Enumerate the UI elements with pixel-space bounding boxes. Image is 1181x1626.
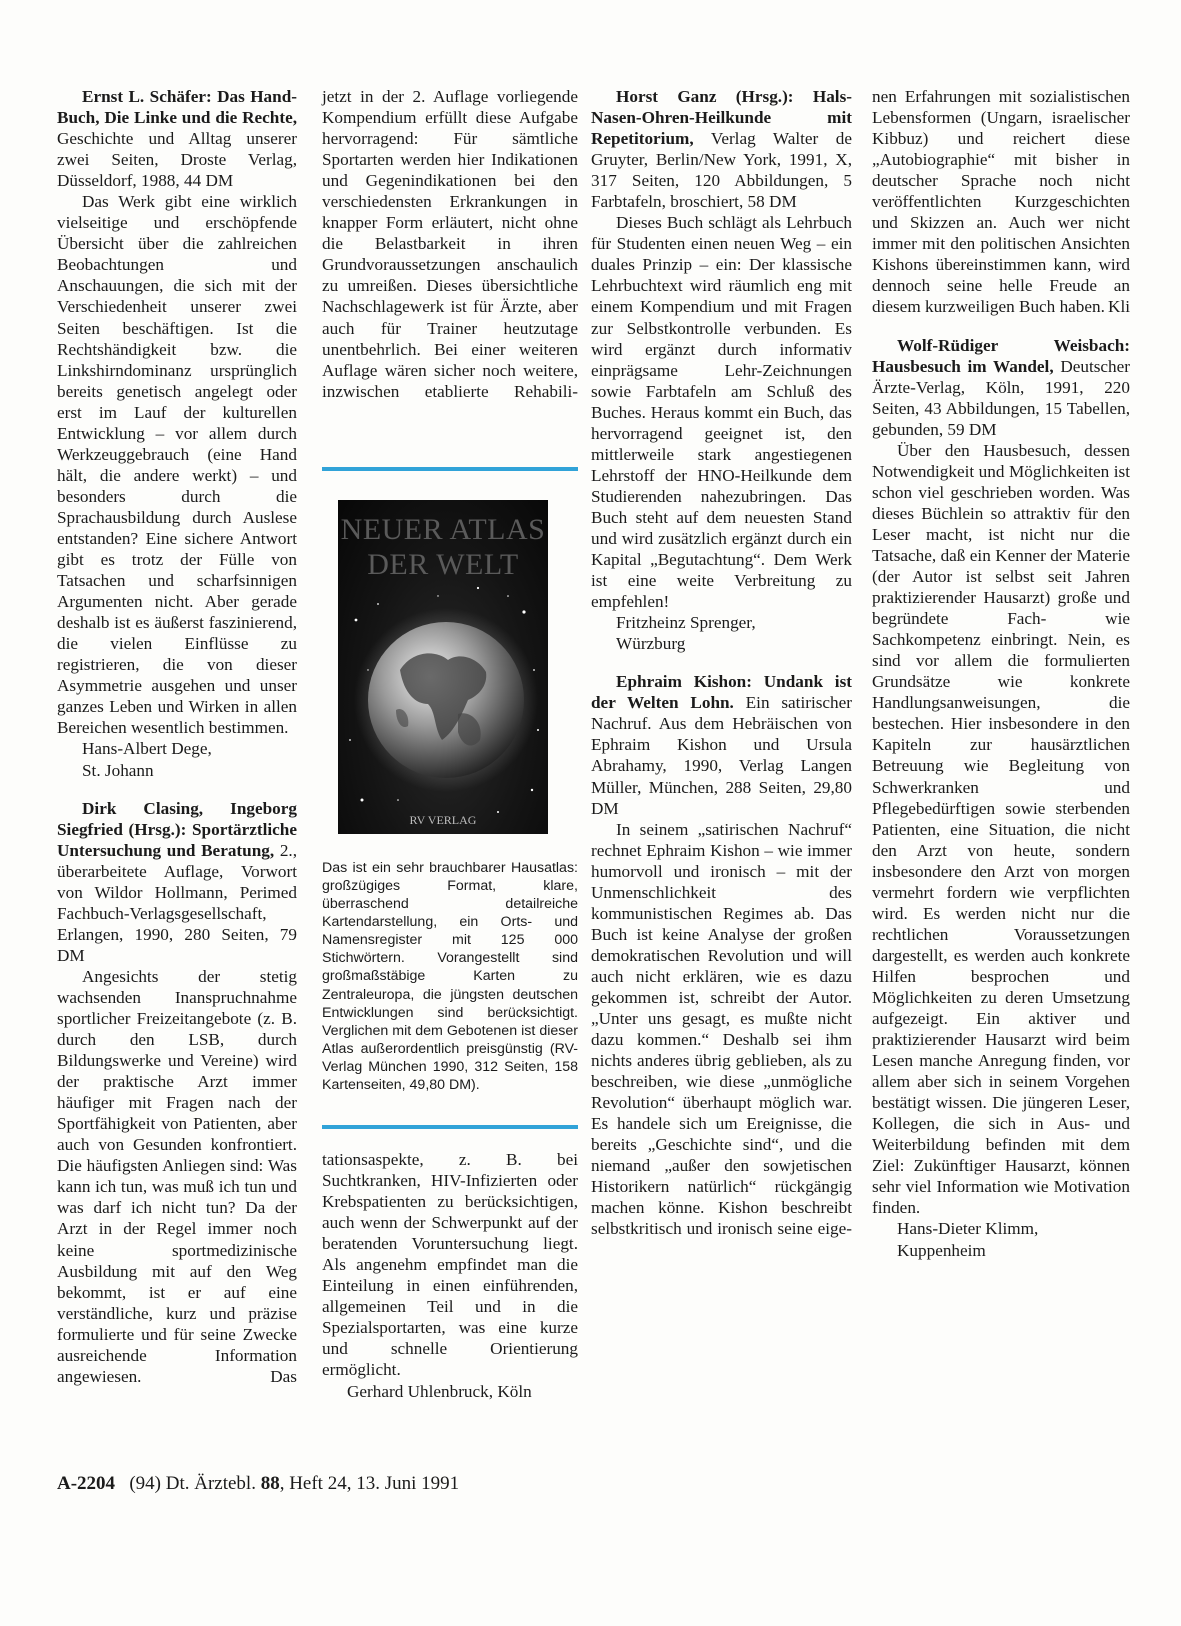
column-2-bottom (322, 1149, 578, 1402)
review-body: Das Werk gibt eine wirklich vielseitige und erschöpfende Übersicht über die zahlreichen Beobachtungen und Anschauungen, die sich mit der Verschiedenheit unserer zwei Seiten beschäftigen. Ist die Rechtshändigkeit bzw. die Linkshirndominanz ursprünglich bereits genetisch angelegt oder erst im Lauf der kulturellen Entwicklung – vor allem durch Werkzeuggebrauch (eine Hand hält, die andere werkt) – und besonders durch die Sprachausbildung durch Auslese entstanden? Eine sichere Antwort gibt es trotz der Fülle von Tatsachen und scharfsinnigen Argumenten nicht. Aber gerade deshalb ist es äußerst faszinierend, die vielen Einflüsse zu registrieren, die von dieser Asymmetrie ausgehen und unser ganzes Leben und Wirken in allen Bereichen wesentlich bestimmen. (57, 192, 297, 738)
book-caption: Das ist ein sehr brauchbarer Hausatlas: großzügiges Format, klare, überraschend detailreiche Kartendarstellung, ein Orts- und Namensregister mit 125 000 Stichwörtern. Vorangestellt sind großmaßstäbige Karten zu Zentraleuropa, die jüngsten deutschen Entwicklungen sind berücksichtigt. Verglichen mit dem Gebotenen ist dieser Atlas außerordentlich preisgünstig (RV-Verlag München 1990, 312 Seiten, 158 Kartenseiten, 49,80 DM). (322, 860, 578, 1093)
review-body: Über den Hausbesuch, dessen Notwendigkeit und Möglichkeiten ist schon viel geschrieben worden. Was dieses Büchlein so attraktiv für den Leser macht, ist nicht nur die Tatsache, daß ein Kenner der Materie (der Autor ist selbst seit Jahren praktizierender Hausarzt) große und begründete Fach- wie Sachkompetenz einbringt. Nein, es sind vor allem die formulierten Grundsätze wie konkrete Handlungsanweisungen, die bestechen. Hier insbesondere in den Kapiteln zur hausärztlichen Betreuung wie Begleitung von Schwerkranken und Pflegebedürftigen sowie sterbenden Patienten, eine Situation, die nicht den Arzt von heute, sondern insbesondere den Arzt von morgen vermehrt fordern wie verpflichten wird. Es werden nicht nur die rechtlichen Voraussetzungen dargestellt, es werden auch konkrete Hilfen besprochen und Möglichkeiten zu deren Umsetzung aufgezeigt. Ein aktiver und praktizierender Hausarzt wird beim Lesen manche Anregung finden, vor allem aber sich in seinem Vorgehen bestätigt wissen. Die jüngeren Leser, Kollegen, die sich in Aus- und Weiterbildung befinden mit dem Ziel: Zukünftiger Hausarzt, können sehr viel Information wie Motivation finden. (872, 440, 1130, 1218)
review-body: In seinem „satirischen Nachruf“ rechnet Ephraim Kishon – wie immer humorvoll und ironisch – mit der Unmenschlichkeit des kommunistischen Regimes ab. Das Buch ist keine Analyse der großen demokratischen Revolution und will auch nicht erklären, wie es dazu gekommen ist, schreibt der Autor. „Unter uns gesagt, es mußte nicht dazu kommen.“ Deshalb sei ihm nichts anderes übrig geblieben, als zu beschreiben, wie diese „unmögliche Revolution“ überhaupt möglich war. Es handele sich um Ereignisse, die bereits „Geschichte sind“, und die niemand „außer den sowjetischen Historikern natürlich“ rückgängig machen könne. Kishon beschreibt selbstkritisch und ironisch seine eige- (591, 819, 852, 1239)
review-heading-details: Deutscher Ärzte-Verlag, Köln, 1991, 220 Seiten, 43 Abbildungen, 15 Tabellen, gebunden, 59 DM (872, 356, 1130, 439)
review-body-continued (872, 86, 1130, 318)
review-heading-details: Verlag Walter de Gruyter, Berlin/New York, 1991, X, 317 Seiten, 120 Abbildungen, 5 Farbtafeln, broschiert, 58 DM (591, 129, 852, 212)
issue-info: , Heft 24, 13. Juni 1991 (279, 1473, 460, 1494)
review-signature: Kli (1108, 297, 1130, 317)
review-signature-name: Hans-Dieter Klimm, (897, 1219, 1039, 1239)
column-1 (57, 86, 297, 1387)
review-heading-title: Ephraim Kishon: Undank ist der Welten Lohn. (591, 672, 852, 713)
review-heading (57, 86, 297, 191)
review-heading (591, 86, 852, 212)
review-heading-title: Ernst L. Schäfer: Das Hand-Buch, Die Linke und die Rechte, (57, 87, 297, 128)
review-heading-details: 2., überarbeitete Auflage, Vorwort von Wildor Hollmann, Perimed Fachbuch-Verlagsgesellschaft, Erlangen, 1990, 280 Seiten, 79 DM (57, 840, 298, 965)
book-box-bottom-rule (322, 1125, 578, 1129)
review-heading-details: Geschichte und Alltag unserer zwei Seiten, Droste Verlag, Düsseldorf, 1988, 44 DM (57, 129, 297, 191)
column-2 (322, 86, 578, 402)
book-cover-title-line-2: DER WELT (367, 548, 519, 581)
book-cover-publisher: RV VERLAG (409, 813, 477, 827)
page-footer (57, 1473, 459, 1495)
review-heading-title: Wolf-Rüdiger Weisbach: Hausbesuch im Wandel, (872, 335, 1130, 376)
review-heading-details: Ein satirischer Nachruf. Aus dem Hebräischen von Ephraim Kishon und Ursula Abrahamy, 1990, Verlag Langen Müller, München, 288 Seiten, 29,80 DM (591, 693, 852, 818)
review-body: Angesichts der stetig wachsenden Inanspruchnahme sportlicher Freizeitangebote (z. B. durch den LSB, durch Bildungswerke und Vereine) wird der praktische Arzt immer häufiger mit Fragen nach der Sportfähigkeit von Patienten, aber auch von Gesunden konfrontiert. Die häufigsten Anliegen sind: Was kann ich tun, was muß ich tun und was darf ich nicht tun? Da der Arzt in der Regel immer noch keine sportmedizinische Ausbildung mit auf den Weg bekommt, ist er auf eine verständliche, kurz und präzise formulierte und für seine Zwecke ausreichende Information angewiesen. Das (57, 966, 297, 1386)
column-4 (872, 86, 1130, 1261)
review-body-continued: tationsaspekte, z. B. bei Suchtkranken, HIV-Infizierten oder Krebspatienten zu berücksichtigen, auch wenn der Schwerpunkt auf der beratenden Voruntersuchung liegt. Als angenehm empfindet man die Einteilung in einen einführenden, allgemeinen Teil und in die Spezialsportarten, was eine kurze und schnelle Orientierung ermöglicht. (322, 1150, 578, 1380)
review-body: Dieses Buch schlägt als Lehrbuch für Studenten einen neuen Weg – ein duales Prinzip – ein: Der klassische Lehrbuchtext wird räumlich eng mit einem Kompendium und mit Fragen zur Selbstkontrolle verbunden. Es wird ergänzt durch informativ einprägsame Lehr-Zeichnungen sowie Farbtafeln am Schluß des Buches. Heraus kommt ein Buch, das hervorragend geeignet ist, den mittlerweile stark angestiegenen Lehrstoff der HNO-Heilkunde dem Studierenden nahezubringen. Das Buch steht auf dem neuesten Stand und wird zusätzlich ergänzt durch ein Kapital „Begutachtung“. Dem Werk ist eine weite Verbreitung zu empfehlen! (591, 213, 852, 612)
review-heading (591, 671, 852, 818)
review-signature-name: Fritzheinz Sprenger, (616, 613, 756, 633)
review-heading (57, 798, 297, 966)
review-signature-place: St. Johann (82, 760, 154, 780)
review-heading (872, 335, 1130, 440)
review-signature-place: Kuppenheim (897, 1240, 986, 1260)
book-cover-title (338, 512, 548, 582)
review-signature: Gerhard Uhlenbruck, Köln (347, 1381, 532, 1401)
review-signature-place: Würzburg (616, 634, 686, 654)
review-heading-title: Dirk Clasing, Ingeborg Siegfried (Hrsg.): Sportärztliche Untersuchung und Beratung, (57, 798, 297, 860)
review-body-continued: jetzt in der 2. Auflage vorliegende Kompendium erfüllt diese Aufgabe hervorragend: Für sämtliche Sportarten werden hier Indikationen und Gegenindikationen bei den verschiedensten Erkrankungen in knapper Form erläutert, nicht ohne die Belastbarkeit in ihren Grundvoraussetzungen anschaulich zu umreißen. Dieses übersichtliche Nachschlagewerk ist für Ärzte, aber auch für Trainer heutzutage unentbehrlich. Bei einer weiteren Auflage wären sicher noch weitere, inzwischen etablierte Rehabili- (322, 87, 578, 401)
volume-number: 88 (260, 1473, 280, 1494)
book-cover-image (338, 500, 548, 834)
book-box-top-rule (322, 467, 578, 471)
book-cover-title-line-1: NEUER ATLAS (340, 513, 546, 546)
column-3 (591, 86, 852, 1240)
review-body-text: nen Erfahrungen mit sozialistischen Lebensformen (Ungarn, israelischer Kibbuz) und reichert diese „Autobiographie“ mit bisher in deutscher Sprache noch nicht veröffentlichten Kurzgeschichten und Skizzen an. Auch wer nicht immer mit den politischen Ansichten Kishons übereinstimmen kann, wird dennoch seine helle Freude an diesem kurzweiligen Buch haben. (872, 87, 1130, 317)
page-number: (94) Dt. Ärztebl. (129, 1473, 261, 1494)
review-signature-name: Hans-Albert Dege, (82, 739, 212, 759)
review-heading-title: Horst Ganz (Hrsg.): Hals-Nasen-Ohren-Heilkunde mit Repetitorium, (591, 87, 852, 149)
page-code: A-2204 (57, 1473, 116, 1494)
